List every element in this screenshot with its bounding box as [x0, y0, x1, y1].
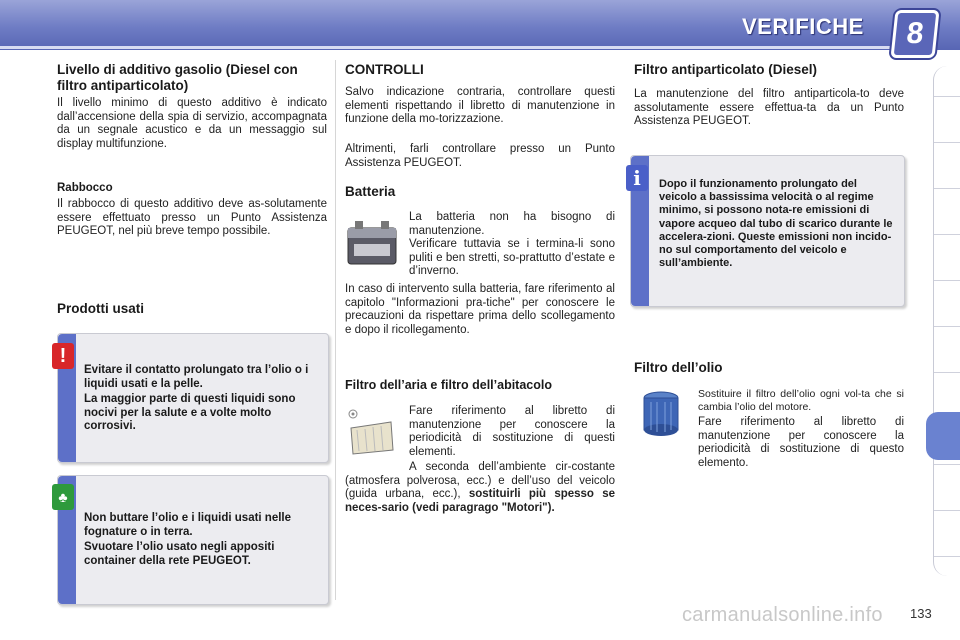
air-filter-icon — [345, 408, 397, 456]
warning-note-text — [84, 364, 322, 436]
warning-exclamation-icon: ! — [52, 343, 74, 369]
info-icon: i — [626, 165, 648, 191]
antiparticolato-heading: Filtro antiparticolato (Diesel) — [634, 62, 818, 77]
additivo-paragraph: Il livello minimo di questo additivo è indicato dall’accensione della spia di servizio, accompagnata da un segnale acustico e da un messaggio sul display multifunzione. — [57, 97, 327, 150]
environment-note-p1: Non buttare l’olio e i liquidi usati nelle fognature o in terra. — [84, 512, 292, 538]
environment-note-box — [57, 475, 329, 605]
controlli-heading: CONTROLLI — [345, 62, 424, 77]
controlli-paragraph-2: Altrimenti, farli controllare presso un Punto Assistenza PEUGEOT. — [345, 143, 615, 169]
header-divider — [0, 46, 890, 49]
chapter-tab-strip — [933, 66, 960, 576]
environment-note-p2: Svuotare l’olio usato negli appositi container della rete PEUGEOT. — [84, 541, 275, 567]
rabbocco-heading: Rabbocco — [57, 182, 113, 194]
olio-small-paragraph: Sostituire il filtro dell’olio ogni vol-ta che si cambia l’olio del motore. — [698, 388, 904, 413]
column-divider — [335, 60, 336, 600]
chapter-number-badge: 8 — [890, 10, 939, 58]
olio-heading: Filtro dell’olio — [634, 360, 723, 375]
chapter-title: VERIFICHE — [742, 14, 864, 39]
batteria-paragraph-1: La batteria non ha bisogno di manutenzione. — [409, 211, 615, 237]
olio-paragraph: Fare riferimento al libretto di manutenzione per conoscere la periodicità di sostituzione di questo elemento. — [698, 416, 904, 469]
warning-note-p1: Evitare il contatto prolungato tra l’olio o i liquidi usati e la pelle. — [84, 364, 309, 390]
warning-note-box — [57, 333, 329, 463]
controlli-paragraph-1: Salvo indicazione contraria, controllare questi elementi rispettando il libretto di manutenzione in funzione della mo-torizzazione. — [345, 86, 615, 126]
batteria-paragraph-2: Verificare tuttavia se i termina-li sono puliti e ben stretti, so-prattutto d’estate e d’inverno. — [409, 238, 615, 278]
aria-paragraph-1: Fare riferimento al libretto di manutenzione per conoscere la periodicità di sostituzione di questi elementi. — [409, 405, 615, 458]
aria-paragraph-2-bold: sostituirli più spesso se neces-sario (vedi paragrago "Motori"). — [345, 488, 615, 514]
batteria-paragraph-3: In caso di intervento sulla batteria, fare riferimento al capitolo "Informazioni pra-tiche" per conoscere le precauzioni da rispettare prima dello scollegamento e dopo il ricollegamento. — [345, 283, 615, 336]
leaf-environment-icon: ♣ — [52, 484, 74, 510]
page-number: 133 — [910, 606, 932, 621]
prodotti-heading: Prodotti usati — [57, 301, 144, 316]
aria-heading: Filtro dell’aria e filtro dell’abitacolo — [345, 378, 552, 392]
active-chapter-tab[interactable] — [926, 412, 960, 460]
aria-paragraph-2 — [345, 461, 615, 515]
environment-note-text — [84, 512, 322, 570]
aria-paragraph-2-text: A seconda dell’ambiente cir-costante (atmosfera polverosa, ecc.) e dell’uso del veicolo (guida urbana, ecc.), — [345, 461, 615, 501]
battery-icon — [345, 214, 399, 270]
batteria-heading: Batteria — [345, 184, 396, 199]
info-note-box — [630, 155, 905, 307]
rabbocco-paragraph: Il rabbocco di questo additivo deve as-solutamente essere effettuato presso un Punto Assistenza PEUGEOT, nel più breve tempo possibile. — [57, 198, 327, 238]
watermark: carmanualsonline.info — [682, 604, 883, 626]
oil-filter-icon — [640, 390, 682, 440]
info-note-text: Dopo il funzionamento prolungato del veicolo a bassissima velocità o al regime minimo, si possono nota-re emissioni di vapore acqueo dal tubo di scarico durante le accelera-zioni. Queste emissioni non incido-no sul comportamento del veicolo e sull’ambiente. — [659, 178, 893, 270]
antiparticolato-paragraph: La manutenzione del filtro antiparticola-to deve assolutamente essere effettua-ta da un Punto Assistenza PEUGEOT. — [634, 88, 904, 128]
additivo-heading: Livello di additivo gasolio (Diesel con filtro antiparticolato) — [57, 62, 298, 93]
warning-note-p2: La maggior parte di questi liquidi sono nocivi per la salute e a volte molto corrosivi. — [84, 393, 296, 433]
